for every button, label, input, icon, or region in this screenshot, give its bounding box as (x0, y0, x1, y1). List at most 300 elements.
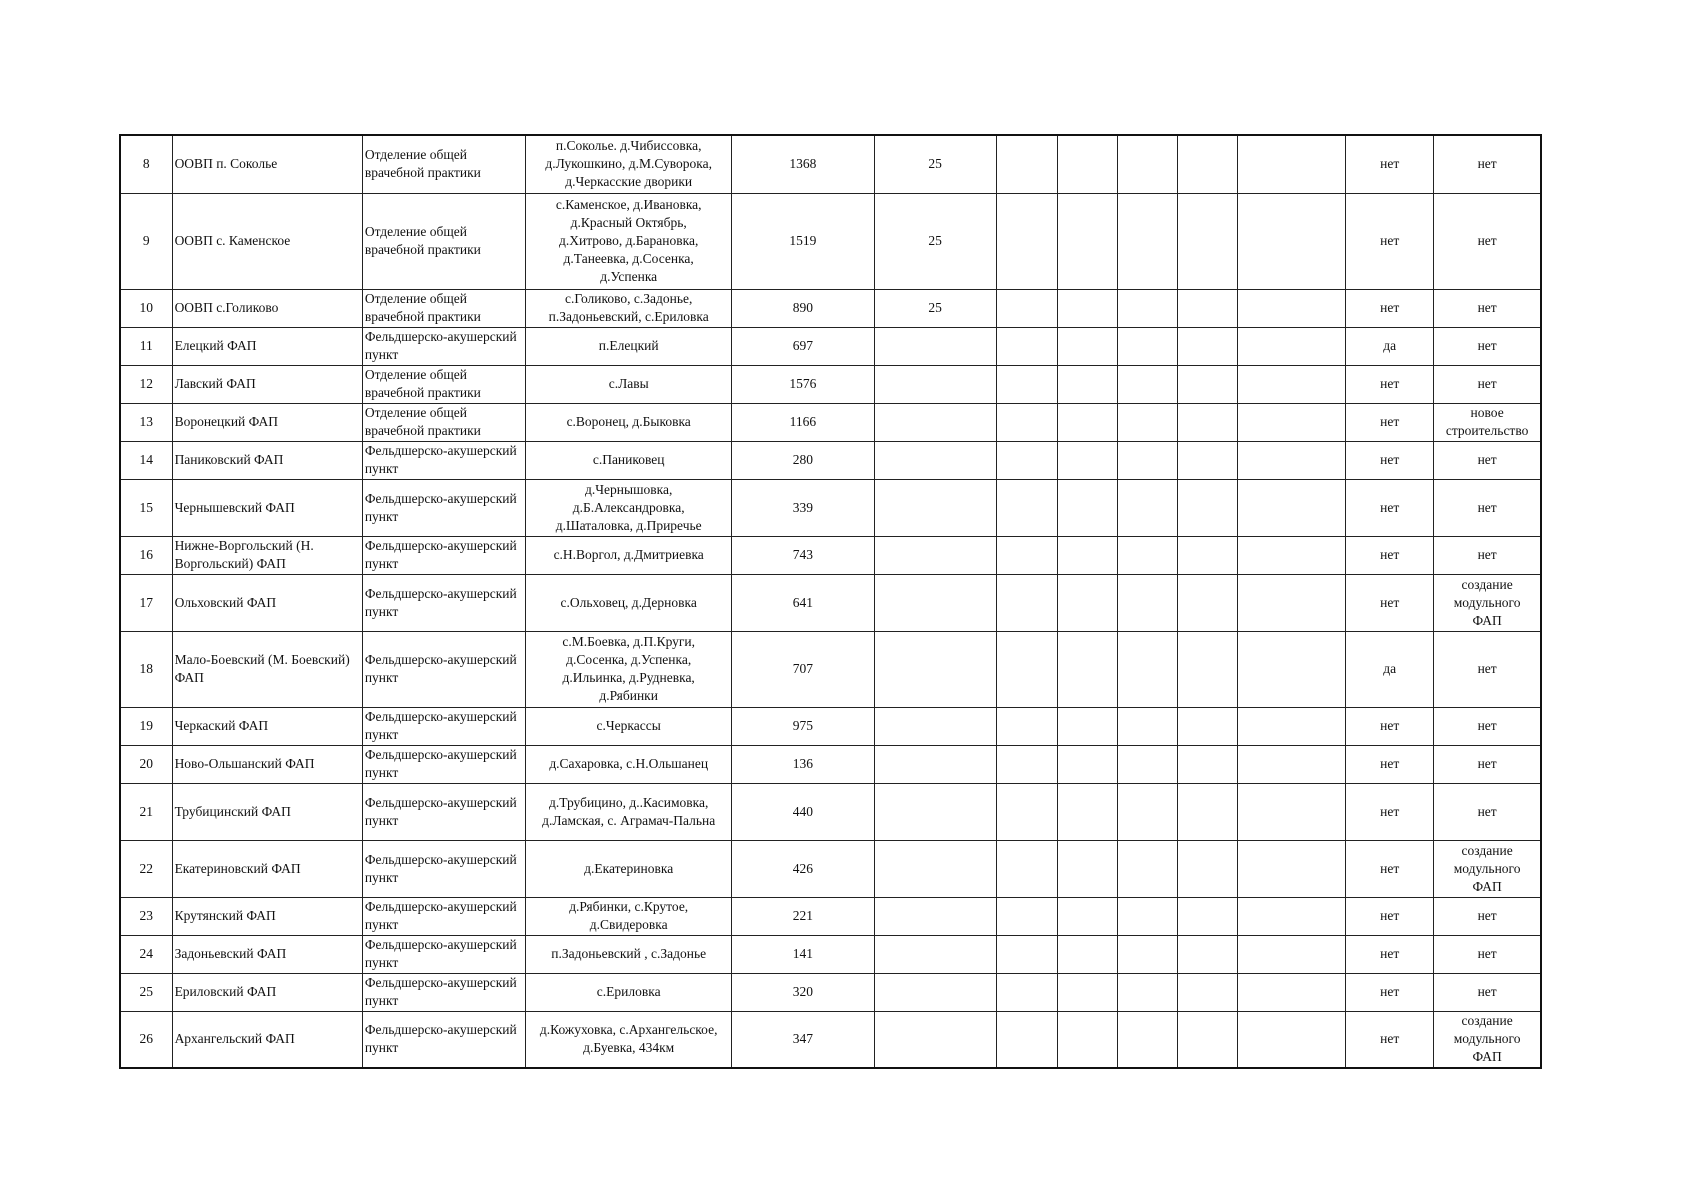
status-cell: нет (1346, 574, 1434, 631)
capacity-cell: 25 (874, 289, 996, 327)
empty-cell (1238, 783, 1346, 840)
cell-line: нет (1477, 452, 1497, 467)
population-cell: 975 (732, 707, 874, 745)
population-cell: 440 (732, 783, 874, 840)
facility-type-cell: Отделение общей врачебной практики (362, 193, 525, 289)
empty-cell (1177, 1011, 1237, 1068)
empty-cell (1177, 745, 1237, 783)
population-cell: 141 (732, 935, 874, 973)
empty-cell (1177, 631, 1237, 707)
status-cell: нет (1346, 783, 1434, 840)
row-number-cell: 24 (120, 935, 172, 973)
settlements-cell (526, 574, 732, 631)
population-cell: 339 (732, 479, 874, 536)
empty-cell (1238, 745, 1346, 783)
plan-cell (1434, 403, 1541, 441)
table-row (120, 897, 1541, 935)
table-row (120, 135, 1541, 193)
cell-line: д.Екатериновка (584, 860, 674, 876)
capacity-cell (874, 707, 996, 745)
facility-type-cell: Фельдшерско-акушерский пункт (362, 935, 525, 973)
cell-line: д.Трубицино, д..Касимовка, (548, 794, 709, 810)
table-row (120, 403, 1541, 441)
empty-cell (996, 479, 1057, 536)
empty-cell (1238, 327, 1346, 365)
population-cell: 1166 (732, 403, 874, 441)
row-number-cell: 16 (120, 536, 172, 574)
row-number-cell: 19 (120, 707, 172, 745)
facility-name-cell: Крутянский ФАП (172, 897, 362, 935)
capacity-cell (874, 441, 996, 479)
plan-cell (1434, 135, 1541, 193)
plan-cell (1434, 441, 1541, 479)
cell-line: с.Н.Воргол, д.Дмитриевка (553, 547, 704, 562)
table-row (120, 745, 1541, 783)
status-cell: нет (1346, 479, 1434, 536)
table-row (120, 840, 1541, 897)
facility-name-cell: Ериловский ФАП (172, 973, 362, 1011)
cell-line: создание (1461, 842, 1513, 858)
facility-name-cell: Черкаский ФАП (172, 707, 362, 745)
empty-cell (1177, 536, 1237, 574)
settlements-cell (526, 897, 732, 935)
empty-cell (1057, 745, 1117, 783)
plan-cell (1434, 631, 1541, 707)
settlements-cell (526, 403, 732, 441)
table-row (120, 193, 1541, 289)
table-body (120, 135, 1541, 1068)
table-row (120, 441, 1541, 479)
cell-line: ФАП (1472, 612, 1502, 628)
cell-line: новое (1470, 405, 1504, 420)
facility-type-cell: Фельдшерско-акушерский пункт (362, 574, 525, 631)
row-number-cell: 11 (120, 327, 172, 365)
empty-cell (1117, 479, 1177, 536)
cell-line: нет (1477, 499, 1497, 515)
table-row (120, 536, 1541, 574)
facility-name-cell: Мало-Боевский (М. Боевский) ФАП (172, 631, 362, 707)
status-cell: нет (1346, 365, 1434, 403)
settlements-cell (526, 745, 732, 783)
empty-cell (1177, 289, 1237, 327)
capacity-cell (874, 897, 996, 935)
status-cell: нет (1346, 973, 1434, 1011)
cell-line: д.Красный Октябрь, (570, 215, 687, 230)
empty-cell (1117, 840, 1177, 897)
plan-cell (1434, 536, 1541, 574)
plan-cell (1434, 193, 1541, 289)
empty-cell (1177, 840, 1237, 897)
facility-name-cell: Екатериновский ФАП (172, 840, 362, 897)
empty-cell (1177, 135, 1237, 193)
empty-cell (1177, 783, 1237, 840)
plan-cell (1434, 897, 1541, 935)
cell-line: нет (1477, 547, 1497, 562)
facility-type-cell: Фельдшерско-акушерский пункт (362, 1011, 525, 1068)
empty-cell (1177, 479, 1237, 536)
cell-line: модульного (1453, 594, 1521, 610)
facility-name-cell: Воронецкий ФАП (172, 403, 362, 441)
capacity-cell (874, 935, 996, 973)
cell-line: нет (1477, 756, 1497, 771)
cell-line: п.Задоньевский, с.Ериловка (548, 309, 709, 324)
settlements-cell (526, 536, 732, 574)
row-number-cell: 25 (120, 973, 172, 1011)
cell-line: д.Успенка (600, 269, 658, 284)
empty-cell (1057, 289, 1117, 327)
empty-cell (1057, 631, 1117, 707)
row-number-cell: 8 (120, 135, 172, 193)
empty-cell (1117, 327, 1177, 365)
settlements-cell (526, 631, 732, 707)
row-number-cell: 17 (120, 574, 172, 631)
capacity-cell (874, 783, 996, 840)
cell-line: нет (1477, 338, 1497, 353)
cell-line: д.Шаталовка, д.Приречье (555, 517, 702, 533)
empty-cell (1057, 973, 1117, 1011)
table-row (120, 707, 1541, 745)
empty-cell (1238, 193, 1346, 289)
empty-cell (1238, 840, 1346, 897)
empty-cell (1057, 1011, 1117, 1068)
cell-line: д.Свидеровка (589, 917, 668, 932)
capacity-cell (874, 536, 996, 574)
cell-line: д.Танеевка, д.Сосенка, (563, 251, 694, 266)
status-cell: нет (1346, 135, 1434, 193)
empty-cell (1057, 479, 1117, 536)
cell-line: нет (1477, 233, 1497, 248)
empty-cell (1057, 574, 1117, 631)
settlements-cell (526, 783, 732, 840)
population-cell: 743 (732, 536, 874, 574)
capacity-cell (874, 973, 996, 1011)
empty-cell (1238, 441, 1346, 479)
empty-cell (1057, 935, 1117, 973)
empty-cell (1057, 135, 1117, 193)
empty-cell (1117, 631, 1177, 707)
population-cell: 347 (732, 1011, 874, 1068)
cell-line: нет (1477, 946, 1497, 961)
population-cell: 1519 (732, 193, 874, 289)
cell-line: п.Соколье. д.Чибиссовка, (555, 138, 702, 154)
cell-line: модульного (1453, 860, 1521, 876)
facility-name-cell: Лавский ФАП (172, 365, 362, 403)
row-number-cell: 21 (120, 783, 172, 840)
capacity-cell (874, 1011, 996, 1068)
plan-cell (1434, 327, 1541, 365)
empty-cell (1238, 289, 1346, 327)
plan-cell (1434, 574, 1541, 631)
table-row (120, 327, 1541, 365)
cell-line: д.Кожуховка, с.Архангельское, (539, 1022, 718, 1038)
status-cell: да (1346, 327, 1434, 365)
cell-line: с.Черкассы (596, 718, 661, 733)
plan-cell (1434, 479, 1541, 536)
empty-cell (1117, 574, 1177, 631)
status-cell: нет (1346, 1011, 1434, 1068)
cell-line: д.Лукошкино, д.М.Суворока, (545, 156, 712, 172)
status-cell: нет (1346, 441, 1434, 479)
capacity-cell (874, 365, 996, 403)
settlements-cell (526, 935, 732, 973)
empty-cell (1117, 707, 1177, 745)
empty-cell (1238, 574, 1346, 631)
empty-cell (1177, 365, 1237, 403)
empty-cell (996, 935, 1057, 973)
empty-cell (996, 631, 1057, 707)
plan-cell (1434, 783, 1541, 840)
facility-name-cell: Трубицинский ФАП (172, 783, 362, 840)
row-number-cell: 14 (120, 441, 172, 479)
cell-line: ФАП (1472, 1049, 1502, 1065)
status-cell: нет (1346, 536, 1434, 574)
population-cell: 280 (732, 441, 874, 479)
table-row (120, 365, 1541, 403)
table-row (120, 1011, 1541, 1068)
empty-cell (996, 289, 1057, 327)
settlements-cell (526, 135, 732, 193)
facility-name-cell: ООВП с. Каменское (172, 193, 362, 289)
capacity-cell: 25 (874, 193, 996, 289)
plan-cell (1434, 935, 1541, 973)
cell-line: создание (1461, 576, 1513, 592)
facility-type-cell: Отделение общей врачебной практики (362, 403, 525, 441)
empty-cell (996, 365, 1057, 403)
cell-line: с.Воронец, д.Быковка (566, 414, 691, 429)
empty-cell (996, 536, 1057, 574)
empty-cell (1057, 897, 1117, 935)
empty-cell (1057, 707, 1117, 745)
empty-cell (1057, 536, 1117, 574)
cell-line: д.Рябинки, с.Крутое, (569, 899, 689, 914)
empty-cell (1117, 289, 1177, 327)
empty-cell (1117, 365, 1177, 403)
empty-cell (1238, 631, 1346, 707)
capacity-cell (874, 631, 996, 707)
empty-cell (1117, 745, 1177, 783)
cell-line: с.Голиково, с.Задонье, (564, 291, 693, 306)
settlements-cell (526, 840, 732, 897)
capacity-cell (874, 574, 996, 631)
empty-cell (1117, 441, 1177, 479)
empty-cell (1117, 783, 1177, 840)
facility-name-cell: Чернышевский ФАП (172, 479, 362, 536)
cell-line: п.Задоньевский , с.Задонье (551, 946, 707, 961)
table-row (120, 973, 1541, 1011)
capacity-cell (874, 479, 996, 536)
empty-cell (1238, 935, 1346, 973)
facility-type-cell: Отделение общей врачебной практики (362, 365, 525, 403)
capacity-cell (874, 745, 996, 783)
row-number-cell: 12 (120, 365, 172, 403)
status-cell: нет (1346, 289, 1434, 327)
plan-cell (1434, 1011, 1541, 1068)
plan-cell (1434, 707, 1541, 745)
facility-type-cell: Фельдшерско-акушерский пункт (362, 631, 525, 707)
cell-line: д.Черкасские дворики (565, 174, 693, 190)
status-cell: нет (1346, 707, 1434, 745)
population-cell: 136 (732, 745, 874, 783)
settlements-cell (526, 441, 732, 479)
empty-cell (1177, 441, 1237, 479)
table-row (120, 783, 1541, 840)
facility-type-cell: Фельдшерско-акушерский пункт (362, 479, 525, 536)
cell-line: нет (1477, 803, 1497, 819)
status-cell: нет (1346, 745, 1434, 783)
cell-line: д.Рябинки (599, 688, 658, 703)
empty-cell (1177, 193, 1237, 289)
status-cell: нет (1346, 897, 1434, 935)
empty-cell (1177, 897, 1237, 935)
empty-cell (1117, 897, 1177, 935)
empty-cell (996, 745, 1057, 783)
facility-type-cell: Отделение общей врачебной практики (362, 289, 525, 327)
facility-name-cell: ООВП п. Соколье (172, 135, 362, 193)
settlements-cell (526, 365, 732, 403)
facility-name-cell: Ольховский ФАП (172, 574, 362, 631)
cell-line: д.Б.Александровка, (572, 499, 685, 515)
facility-type-cell: Фельдшерско-акушерский пункт (362, 536, 525, 574)
empty-cell (1177, 973, 1237, 1011)
population-cell: 426 (732, 840, 874, 897)
empty-cell (1057, 365, 1117, 403)
empty-cell (1117, 403, 1177, 441)
plan-cell (1434, 365, 1541, 403)
population-cell: 1368 (732, 135, 874, 193)
cell-line: с.Ольховец, д.Дерновка (560, 594, 697, 610)
cell-line: с.Паниковец (592, 452, 665, 467)
status-cell: нет (1346, 935, 1434, 973)
cell-line: нет (1477, 908, 1497, 923)
plan-cell (1434, 745, 1541, 783)
empty-cell (1177, 935, 1237, 973)
population-cell: 697 (732, 327, 874, 365)
empty-cell (1238, 365, 1346, 403)
settlements-cell (526, 1011, 732, 1068)
empty-cell (1057, 783, 1117, 840)
cell-line: создание (1461, 1013, 1513, 1029)
cell-line: строительство (1445, 423, 1529, 438)
empty-cell (1117, 935, 1177, 973)
facility-type-cell: Фельдшерско-акушерский пункт (362, 745, 525, 783)
settlements-cell (526, 707, 732, 745)
cell-line: нет (1477, 661, 1497, 676)
empty-cell (996, 403, 1057, 441)
facility-name-cell: Паниковский ФАП (172, 441, 362, 479)
empty-cell (1117, 1011, 1177, 1068)
cell-line: д.Ильинка, д.Рудневка, (562, 670, 695, 685)
table-row (120, 289, 1541, 327)
population-cell: 1576 (732, 365, 874, 403)
facility-name-cell: Нижне-Воргольский (Н. Воргольский) ФАП (172, 536, 362, 574)
capacity-cell (874, 327, 996, 365)
settlements-cell (526, 193, 732, 289)
empty-cell (996, 783, 1057, 840)
table-row (120, 631, 1541, 707)
empty-cell (1057, 403, 1117, 441)
empty-cell (1177, 574, 1237, 631)
empty-cell (1057, 840, 1117, 897)
plan-cell (1434, 973, 1541, 1011)
row-number-cell: 20 (120, 745, 172, 783)
status-cell: нет (1346, 403, 1434, 441)
empty-cell (996, 840, 1057, 897)
empty-cell (1117, 973, 1177, 1011)
empty-cell (996, 135, 1057, 193)
row-number-cell: 26 (120, 1011, 172, 1068)
empty-cell (996, 1011, 1057, 1068)
empty-cell (1177, 403, 1237, 441)
facilities-table (119, 134, 1542, 1069)
settlements-cell (526, 289, 732, 327)
capacity-cell: 25 (874, 135, 996, 193)
empty-cell (996, 193, 1057, 289)
facility-name-cell: ООВП с.Голиково (172, 289, 362, 327)
cell-line: нет (1477, 376, 1497, 391)
facility-type-cell: Фельдшерско-акушерский пункт (362, 973, 525, 1011)
status-cell: нет (1346, 840, 1434, 897)
empty-cell (996, 574, 1057, 631)
table-row (120, 935, 1541, 973)
facility-name-cell: Ново-Ольшанский ФАП (172, 745, 362, 783)
cell-line: модульного (1453, 1031, 1521, 1047)
facility-type-cell: Фельдшерско-акушерский пункт (362, 441, 525, 479)
row-number-cell: 22 (120, 840, 172, 897)
settlements-cell (526, 327, 732, 365)
row-number-cell: 18 (120, 631, 172, 707)
population-cell: 641 (732, 574, 874, 631)
cell-line: д.Хитрово, д.Барановка, (559, 233, 699, 248)
population-cell: 221 (732, 897, 874, 935)
empty-cell (1177, 327, 1237, 365)
population-cell: 320 (732, 973, 874, 1011)
empty-cell (1057, 193, 1117, 289)
cell-line: д.Чернышовка, (585, 481, 673, 497)
population-cell: 707 (732, 631, 874, 707)
cell-line: нет (1477, 718, 1497, 733)
cell-line: д.Сосенка, д.Успенка, (566, 652, 692, 667)
cell-line: д.Сахаровка, с.Н.Ольшанец (549, 756, 709, 771)
cell-line: ФАП (1472, 878, 1502, 894)
empty-cell (996, 441, 1057, 479)
empty-cell (1117, 536, 1177, 574)
facility-type-cell: Отделение общей врачебной практики (362, 135, 525, 193)
settlements-cell (526, 973, 732, 1011)
empty-cell (1238, 973, 1346, 1011)
facility-name-cell: Елецкий ФАП (172, 327, 362, 365)
empty-cell (1117, 193, 1177, 289)
empty-cell (1238, 479, 1346, 536)
capacity-cell (874, 403, 996, 441)
empty-cell (1238, 536, 1346, 574)
empty-cell (1238, 403, 1346, 441)
facility-type-cell: Фельдшерско-акушерский пункт (362, 327, 525, 365)
empty-cell (1238, 1011, 1346, 1068)
plan-cell (1434, 289, 1541, 327)
facility-name-cell: Задоньевский ФАП (172, 935, 362, 973)
facility-type-cell: Фельдшерско-акушерский пункт (362, 783, 525, 840)
population-cell: 890 (732, 289, 874, 327)
row-number-cell: 10 (120, 289, 172, 327)
capacity-cell (874, 840, 996, 897)
empty-cell (1117, 135, 1177, 193)
cell-line: д.Буевка, 434км (583, 1040, 675, 1056)
empty-cell (1057, 441, 1117, 479)
empty-cell (996, 897, 1057, 935)
table-row (120, 479, 1541, 536)
empty-cell (1238, 135, 1346, 193)
empty-cell (1057, 327, 1117, 365)
